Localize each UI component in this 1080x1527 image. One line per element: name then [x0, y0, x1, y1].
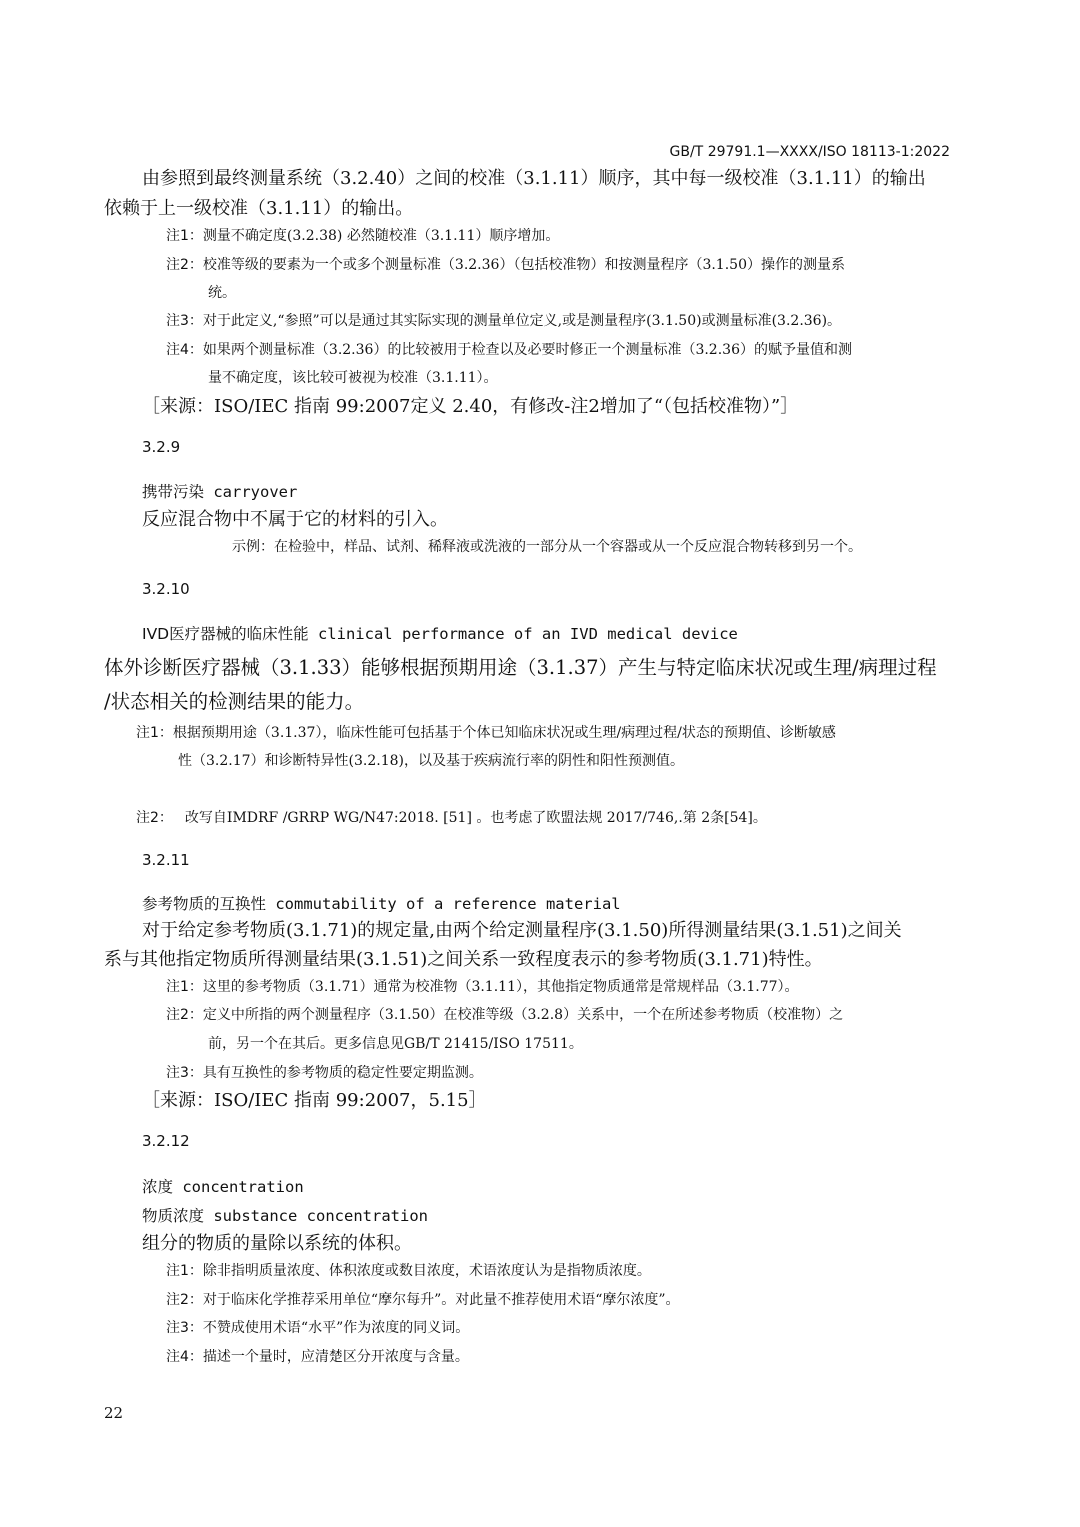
term-heading [142, 1204, 428, 1226]
note-label: 注4： [166, 1349, 203, 1365]
term-chinese: 携带污染 [142, 483, 205, 501]
note [166, 222, 559, 250]
note [166, 307, 841, 335]
note [166, 336, 852, 364]
clause-number: 3.2.12 [142, 1132, 190, 1150]
note-label: 注2： [166, 1292, 203, 1308]
definition-line: 体外诊断医疗器械（3.1.33）能够根据预期用途（3.1.37）产生与特定临床状况或生理/病理过程 [104, 656, 937, 679]
note-label: 注1： [166, 1263, 203, 1279]
note [166, 1257, 651, 1285]
term-chinese: 浓度 [142, 1178, 174, 1196]
definition-line: 对于给定参考物质(3.1.71)的规定量,由两个给定测量程序(3.1.50)所得测量结果(3.1.51)之间关 [142, 920, 902, 941]
term-english: substance concentration [204, 1207, 428, 1225]
term-english: clinical performance of an IVD medical device [308, 625, 738, 643]
term-heading [142, 480, 297, 502]
term-heading [142, 622, 738, 644]
note-text: 改写自IMDRF /GRRP WG/N47:2018. [51] 。也考虑了欧盟法规 2017/746,.第 2条[54]。 [184, 810, 767, 826]
note [166, 1343, 469, 1371]
note-label: 注3： [166, 313, 203, 329]
note-text: 前，另一个在其后。更多信息见GB/T 21415/ISO 17511。 [208, 1036, 583, 1052]
note-label: 注2： [166, 1007, 203, 1023]
paragraph-line: 由参照到最终测量系统（3.2.40）之间的校准（3.1.11）顺序，其中每一级校准（3.1.11）的输出 [142, 168, 926, 189]
note-text: 具有互换性的参考物质的稳定性要定期监测。 [202, 1065, 483, 1081]
definition-line: 系与其他指定物质所得测量结果(3.1.51)之间关系一致程度表示的参考物质(3.1.71)特性。 [104, 949, 823, 970]
note-text: 这里的参考物质（3.1.71）通常为校准物（3.1.11），其他指定物质通常是常规样品（3.1.77）。 [202, 979, 799, 995]
note-label: 注3： [166, 1065, 203, 1081]
note [136, 804, 767, 832]
page-header: GB/T 29791.1—XXXX/ISO 18113-1:2022 [669, 144, 950, 160]
term-english: carryover [204, 483, 298, 501]
note-label: 注1： [166, 979, 203, 995]
note-label: 注1： [136, 725, 173, 741]
note-text: 描述一个量时，应清楚区分开浓度与含量。 [202, 1349, 469, 1365]
term-english: commutability of a reference material [266, 895, 621, 913]
note-text: 对于临床化学推荐采用单位“摩尔每升”。对此量不推荐使用术语“摩尔浓度”。 [202, 1292, 680, 1308]
clause-number: 3.2.11 [142, 851, 190, 869]
term-chinese: 物质浓度 [142, 1207, 205, 1225]
note-text: 不赞成使用术语“水平”作为浓度的同义词。 [202, 1320, 470, 1336]
note [166, 251, 845, 279]
note-text: 量不确定度，该比较可被视为校准（3.1.11）。 [208, 370, 498, 386]
note-text: 性（3.2.17）和诊断特异性(3.2.18)，以及基于疾病流行率的阴性和阳性预测值。 [178, 753, 684, 769]
note-text: 统。 [208, 285, 236, 301]
page-number: 22 [104, 1404, 124, 1422]
clause-number: 3.2.10 [142, 580, 190, 598]
note [166, 1314, 469, 1342]
note-text: 测量不确定度(3.2.38) 必然随校准（3.1.11）顺序增加。 [202, 228, 560, 244]
source-citation: ［来源：ISO/IEC 指南 99:2007定义 2.40，有修改-注2增加了“（包括校准物）”］ [142, 396, 799, 417]
note [166, 1001, 843, 1029]
note-text: 如果两个测量标准（3.2.36）的比较被用于检查以及必要时修正一个测量标准（3.2.36）的赋予量值和测 [202, 342, 852, 358]
paragraph-line: 依赖于上一级校准（3.1.11）的输出。 [104, 198, 414, 219]
term-chinese: IVD医疗器械的临床性能 [142, 625, 309, 643]
note-label: 注1： [166, 228, 203, 244]
note-text: 定义中所指的两个测量程序（3.1.50）在校准等级（3.2.8）关系中，一个在所述参考物质（校准物）之 [202, 1007, 844, 1023]
term-heading [142, 892, 621, 914]
note [166, 973, 799, 1001]
note-label: 注4： [166, 342, 203, 358]
clause-number: 3.2.9 [142, 438, 181, 456]
note [136, 719, 836, 747]
note-text: 根据预期用途（3.1.37），临床性能可包括基于个体已知临床状况或生理/病理过程/状态的预期值、诊断敏感 [172, 725, 836, 741]
note [166, 1286, 680, 1314]
term-chinese: 参考物质的互换性 [142, 895, 267, 913]
note-text: 校准等级的要素为一个或多个测量标准（3.2.36）（包括校准物）和按测量程序（3.1.50）操作的测量系 [202, 257, 845, 273]
example: 示例：在检验中，样品、试剂、稀释液或洗液的一部分从一个容器或从一个反应混合物转移到另一个。 [232, 539, 862, 555]
definition: 反应混合物中不属于它的材料的引入。 [142, 509, 448, 530]
source-citation: ［来源：ISO/IEC 指南 99:2007，5.15］ [142, 1090, 487, 1111]
note-label: 注3： [166, 1320, 203, 1336]
term-english: concentration [173, 1178, 304, 1196]
note-text: 对于此定义,“参照”可以是通过其实际实现的测量单位定义,或是测量程序(3.1.50)或测量标准(3.2.36)。 [202, 313, 842, 329]
note-label: 注2： [136, 810, 173, 826]
definition: 组分的物质的量除以系统的体积。 [142, 1233, 412, 1254]
note-text: 除非指明质量浓度、体积浓度或数目浓度，术语浓度认为是指物质浓度。 [202, 1263, 651, 1279]
definition-line: /状态相关的检测结果的能力。 [104, 690, 365, 713]
note [166, 1059, 483, 1087]
note-label: 注2： [166, 257, 203, 273]
term-heading [142, 1175, 304, 1197]
